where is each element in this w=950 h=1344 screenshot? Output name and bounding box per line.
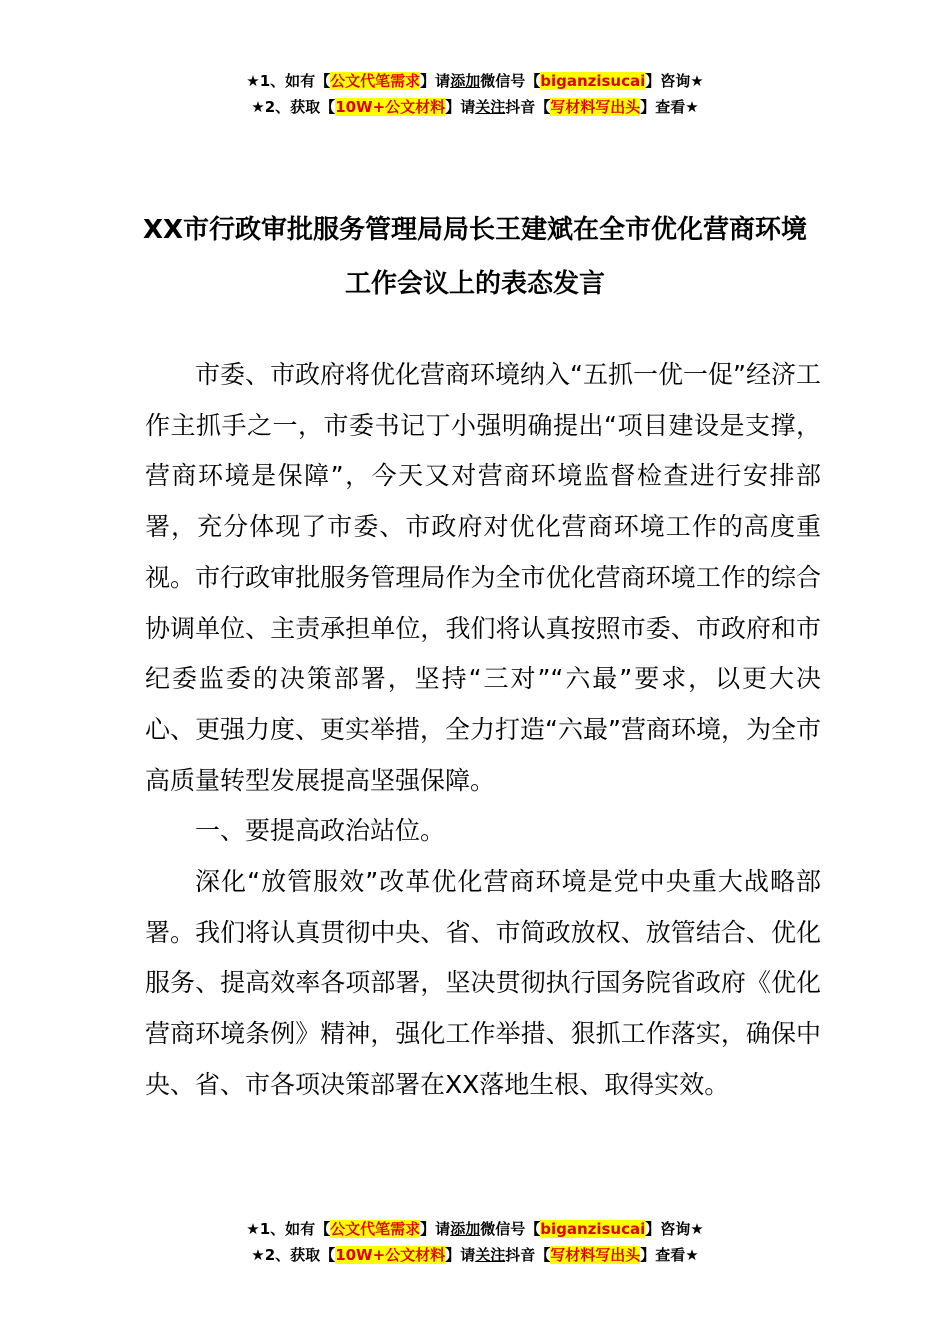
banner-text: 】请 [420, 72, 451, 90]
banner-highlight: 10W+公文材料 [335, 1246, 446, 1264]
document-title-line-1: XX市行政审批服务管理局局长王建斌在全市优化营商环境 [142, 215, 808, 245]
banner-text: 】请 [445, 98, 476, 116]
body-paragraph-section-1: 深化“放管服效”改革优化营商环境是党中央重大战略部署。我们将认真贯彻中央、省、市简政放权、放管结合、优化服务、提高效率各项部署，坚决贯彻执行国务院省政府《优化营商环境条例》精神，强化工作举措、狠抓工作落实，确保中央、省、市各项决策部署在XX落地生根、取得实效。 [145, 867, 821, 1099]
banner-text: 】查看★ [640, 1246, 699, 1264]
header-banner-line-2 [0, 94, 950, 120]
footer-banner-line-2 [0, 1242, 950, 1268]
banner-text: 】查看★ [640, 98, 699, 116]
footer-banner [0, 1216, 950, 1268]
document-body [145, 350, 821, 1111]
banner-text: 】请 [420, 1220, 451, 1238]
banner-text: 微信号【 [480, 1220, 541, 1238]
banner-highlight: 写材料写出头 [550, 98, 641, 116]
banner-text: ★1、如有【 [246, 1220, 331, 1238]
banner-underlined-text: 关注 [475, 98, 506, 116]
banner-text: 】请 [445, 1246, 476, 1264]
banner-text: 】咨询★ [645, 1220, 704, 1238]
document-title-line-2: 工作会议上的表态发言 [344, 269, 605, 299]
header-banner [0, 68, 950, 120]
banner-highlight: 写材料写出头 [550, 1246, 641, 1264]
banner-highlight: biganzisucai [540, 1220, 646, 1238]
banner-highlight: 公文代笔需求 [330, 72, 421, 90]
banner-text: 抖音【 [505, 98, 551, 116]
body-paragraph-intro: 市委、市政府将优化营商环境纳入“五抓一优一促”经济工作主抓手之一，市委书记丁小强明确提出“项目建设是支撑，营商环境是保障”，今天又对营商环境监督检查进行安排部署，充分体现了市委、市政府对优化营商环境工作的高度重视。市行政审批服务管理局作为全市优化营商环境工作的综合协调单位、主责承担单位，我们将认真按照市委、市政府和市纪委监委的决策部署，坚持“三对”“六最”要求，以更大决心、更强力度、更实举措，全力打造“六最”营商环境，为全市高质量转型发展提高坚强保障。 [145, 360, 821, 795]
banner-underlined-text: 关注 [475, 1246, 506, 1264]
banner-text: 微信号【 [480, 72, 541, 90]
section-heading: 一、要提高政治站位。 [195, 816, 446, 846]
banner-text: 抖音【 [505, 1246, 551, 1264]
banner-highlight: 公文代笔需求 [330, 1220, 421, 1238]
document-title [100, 203, 850, 311]
banner-highlight: biganzisucai [540, 72, 646, 90]
banner-underlined-text: 添加 [450, 72, 481, 90]
banner-highlight: 10W+公文材料 [335, 98, 446, 116]
banner-underlined-text: 添加 [450, 1220, 481, 1238]
header-banner-line-1 [0, 68, 950, 94]
banner-text: ★2、获取【 [251, 98, 336, 116]
banner-text: ★1、如有【 [246, 72, 331, 90]
footer-banner-line-1 [0, 1216, 950, 1242]
banner-text: ★2、获取【 [251, 1246, 336, 1264]
banner-text: 】咨询★ [645, 72, 704, 90]
